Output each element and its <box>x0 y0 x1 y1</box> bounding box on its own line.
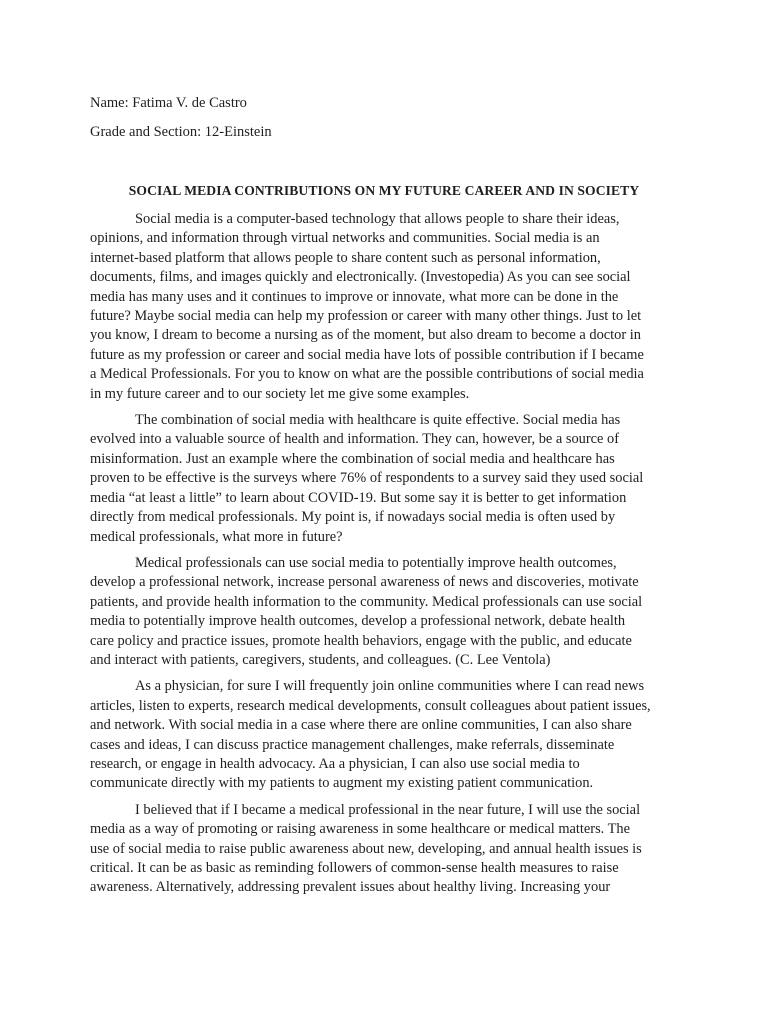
paragraph-line: and network. With social media in a case where there are online communities, I can also share <box>90 717 632 734</box>
paragraph-line: media as a way of promoting or raising awareness in some healthcare or medical matters. The <box>90 821 630 838</box>
paragraph-line: media has many uses and it continues to improve or innovate, what more can be done in the <box>90 288 619 305</box>
essay-paragraph <box>90 554 680 670</box>
essay-paragraph <box>90 411 680 547</box>
paragraph-line: develop a professional network, increase personal awareness of news and discoveries, motivate <box>90 574 639 591</box>
paragraph-line: The combination of social media with healthcare is quite effective. Social media has <box>135 412 621 429</box>
grade-and-section: Grade and Section: 12-Einstein <box>90 124 272 140</box>
paragraph-line: future as my profession or career and social media have lots of possible contribution if I became <box>90 346 644 363</box>
paragraph-line: you know, I dream to become a nursing as of the moment, but also dream to become a doctor in <box>90 327 641 344</box>
paragraph-line: communicate directly with my patients to augment my existing patient communication. <box>90 775 594 792</box>
essay-paragraph <box>90 210 680 404</box>
paragraph-line: I believed that if I became a medical professional in the near future, I will use the social <box>135 801 641 818</box>
essay-paragraph <box>90 677 680 793</box>
paragraph-line: critical. It can be as basic as reminding followers of common-sense health measures to raise <box>90 860 619 876</box>
paragraph-line: internet-based platform that allows people to share content such as personal information, <box>90 249 601 266</box>
paragraph-line: directly from medical professionals. My point is, if nowadays social media is often used by <box>90 509 616 526</box>
paragraph-line: cases and ideas, I can discuss practice management challenges, make referrals, disseminate <box>90 736 615 753</box>
paragraph-line: articles, listen to experts, research medical developments, consult colleagues about patient issues, <box>90 697 651 714</box>
paragraph-line: opinions, and information through virtual networks and communities. Social media is an <box>90 230 600 247</box>
paragraph-line: media to potentially improve health outcomes, develop a professional network, debate health <box>90 613 626 630</box>
paragraph-line: proven to be effective is the surveys where 76% of respondents to a survey said they used social <box>90 470 644 487</box>
paragraph-line: evolved into a valuable source of health and information. They can, however, be a source of <box>90 431 620 448</box>
essay-body <box>90 210 680 905</box>
paragraph-line: in my future career and to our society let me give some examples. <box>90 385 470 402</box>
paragraph-line: Medical professionals can use social media to potentially improve health outcomes, <box>135 554 617 571</box>
paragraph-line: documents, films, and images quickly and electronically. (Investopedia) As you can see social <box>90 269 631 286</box>
paragraph-line: a Medical Professionals. For you to know on what are the possible contributions of social media <box>90 366 644 383</box>
paragraph-line: patients, and provide health information to the community. Medical professionals can use social <box>90 593 643 610</box>
paragraph-line: misinformation. Just an example where the combination of social media and healthcare has <box>90 450 615 467</box>
paragraph-line: awareness. Alternatively, addressing prevalent issues about healthy living. Increasing your <box>90 879 611 896</box>
paragraph-line: and interact with patients, caregivers, students, and colleagues. (C. Lee Ventola) <box>90 651 551 668</box>
paragraph-line: research, or engage in health advocacy. Aa a physician, I can also use social media to <box>90 755 580 772</box>
paragraph-line: medical professionals, what more in future? <box>90 528 343 545</box>
essay-paragraph <box>90 801 680 898</box>
paragraph-line: As a physician, for sure I will frequently join online communities where I can read news <box>135 678 645 695</box>
paragraph-line: use of social media to raise public awareness about new, developing, and annual health issues is <box>90 840 642 857</box>
paragraph-line: Social media is a computer-based technology that allows people to share their ideas, <box>135 211 620 227</box>
paragraph-line: future? Maybe social media can help my profession or career with many other things. Just to let <box>90 308 642 325</box>
student-name: Name: Fatima V. de Castro <box>90 95 247 111</box>
paragraph-line: care policy and practice issues, promote health behaviors, engage with the public, and educate <box>90 632 632 649</box>
essay-title: SOCIAL MEDIA CONTRIBUTIONS ON MY FUTURE CAREER AND IN SOCIETY <box>128 183 640 198</box>
paragraph-line: media “at least a little” to learn about COVID-19. But some say it is better to get information <box>90 489 627 506</box>
